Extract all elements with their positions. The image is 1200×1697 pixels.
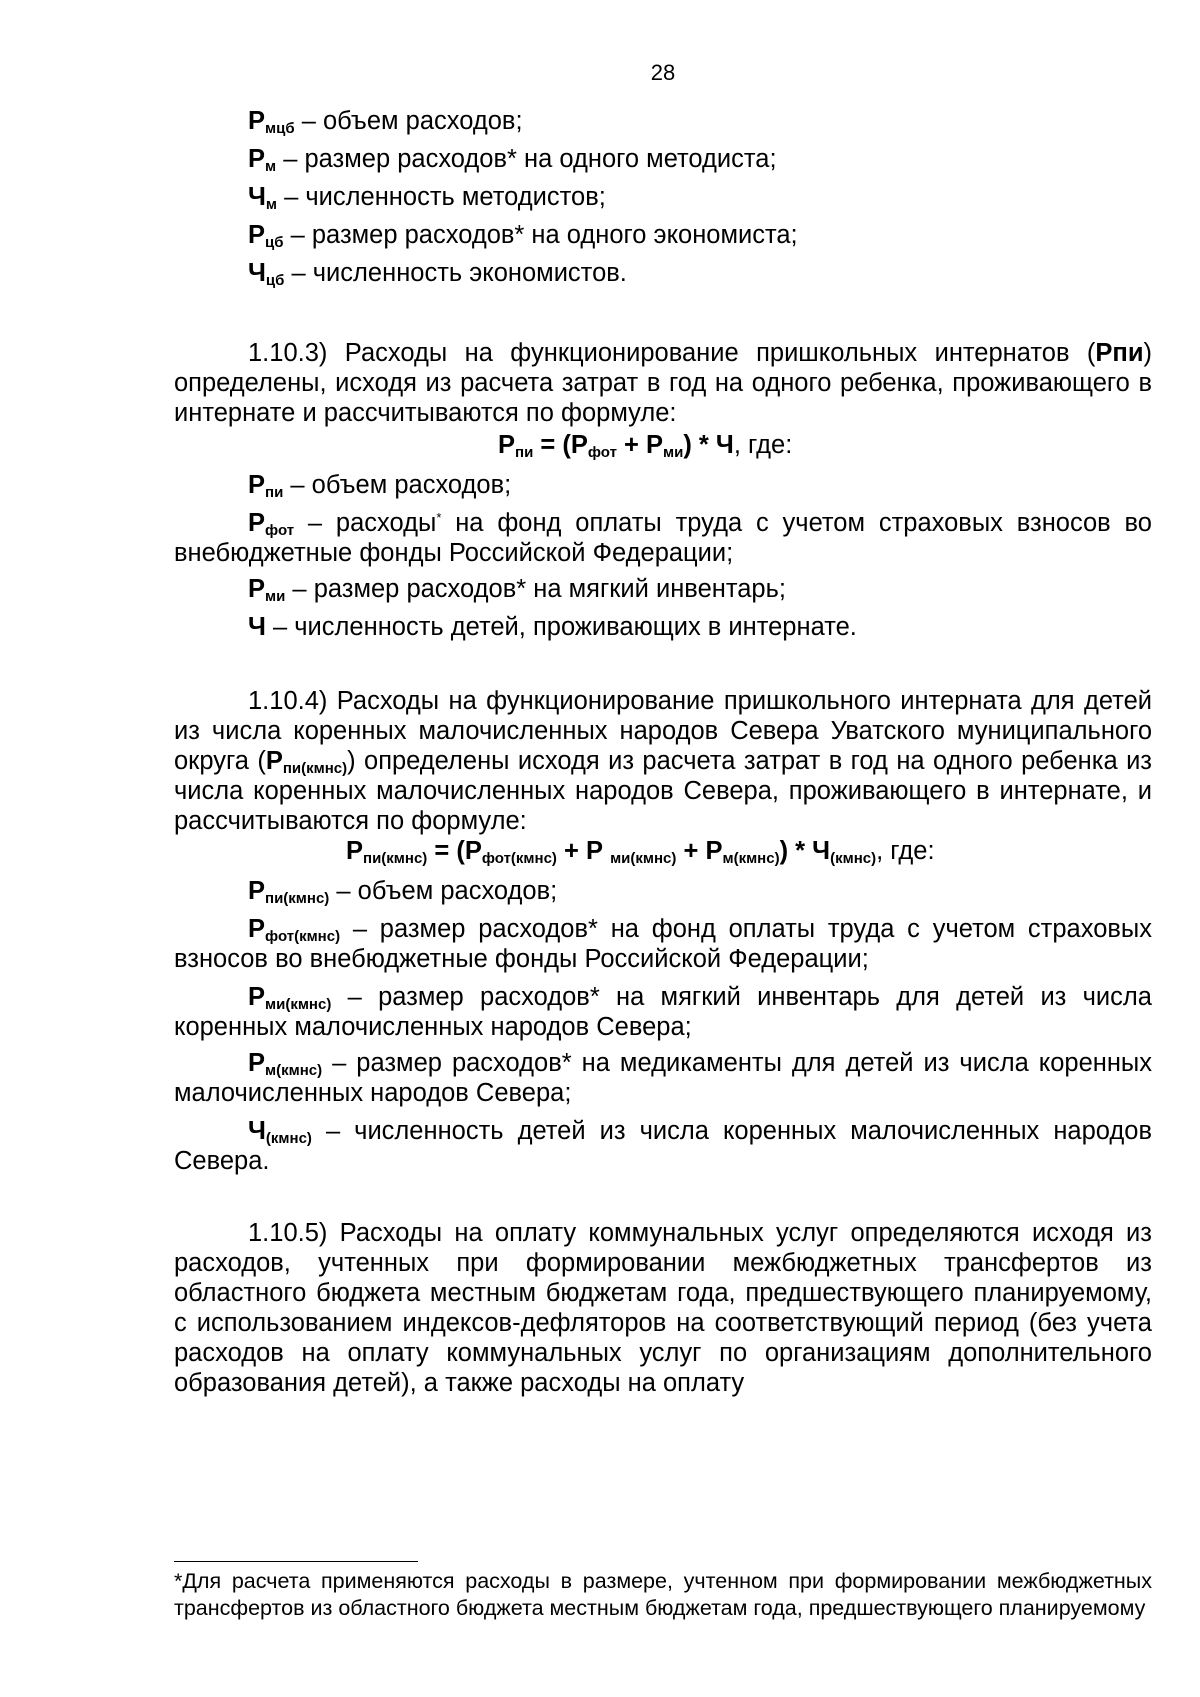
footnote: *Для расчета применяются расходы в размере, учтенном при формировании межбюджетных трансфертов из областного бюджета местным бюджетам года, предшествующего планируемому [174,1569,1152,1620]
definition-paragraph: $Р_{фот(кмнс)}$ – размер расходов* на фонд оплаты труда с учетом страховых взносов во внебюджетные фонды Российской Федерации; [174,915,1152,973]
definition-paragraph: $Р_{м(кмнс)}$ – размер расходов* на медикаменты для детей из числа коренных малочисленных народов Севера; [174,1049,1152,1107]
paragraph-1-10-5: 1.10.5) Расходы на оплату коммунальных услуг определяются исходя из расходов, учтенных при формировании межбюджетных трансфертов из областного бюджета местным бюджетам года, предшествующего планируемому, с использованием индексов-дефляторов на соответствующий период (без учета расходов на оплату коммунальных услуг по организациям дополнительного образования детей), а также расходы на оплату [174,1219,1152,1397]
paragraph-1-10-3: 1.10.3) Расходы на функционирование пришкольных интернатов (Рпи) определены, исходя из расчета затрат в год на одного ребенка, проживающего в интернате и рассчитываются по формуле: [174,339,1152,427]
definition-line: Ч – численность детей, проживающих в интернате. [248,613,857,641]
definition-line: $Ч_{цб}$ – численность экономистов. [248,259,627,289]
definition-line: $Р_{мцб}$ – объем расходов; [248,107,523,137]
definition-paragraph: $Ч_{(кмнс)}$ – численность детей из числа коренных малочисленных народов Севера. [174,1117,1152,1175]
page-number: 28 [650,60,676,85]
definition-paragraph: $Р_{фот}$ – расходы* на фонд оплаты труда с учетом страховых взносов во внебюджетные фонды Российской Федерации; [174,509,1152,567]
paragraph-1-10-4: 1.10.4) Расходы на функционирование пришкольного интерната для детей из числа коренных малочисленных народов Севера Уватского муниципального округа $(Р_{пи(кмнс)})$ определены исходя из расчета затрат в год на одного ребенка из числа коренных малочисленных народов Севера, проживающего в интернате, и рассчитываются по формуле: [174,687,1152,835]
definition-line: $Р_м$ – размер расходов* на одного методиста; [248,145,777,175]
definition-line: $Р_{пи(кмнс)}$ – объем расходов; [248,877,558,907]
footnote-separator [174,1561,418,1562]
definition-line: $Р_{ми}$ – размер расходов* на мягкий инвентарь; [248,575,786,605]
definition-line: $Р_{пи}$ – объем расходов; [248,471,512,501]
definition-line: $Р_{цб}$ – размер расходов* на одного экономиста; [248,221,798,251]
formula-rpi-kmns: $Р_{пи(кмнс)} = (Р_{фот(кмнс)} + Р$ $_{ми(кмнс)} + Р_{м(кмнс)}) * Ч_{(кмнс)}$, где: [346,837,935,867]
definition-line: $Ч_м$ – численность методистов; [248,183,606,213]
definition-paragraph: $Р_{ми(кмнс)}$ – размер расходов* на мягкий инвентарь для детей из числа коренных малочисленных народов Севера; [174,983,1152,1041]
formula-rpi: $Р_{пи} = (Р_{фот} + Р_{ми}) * Ч$, где: [498,431,793,461]
